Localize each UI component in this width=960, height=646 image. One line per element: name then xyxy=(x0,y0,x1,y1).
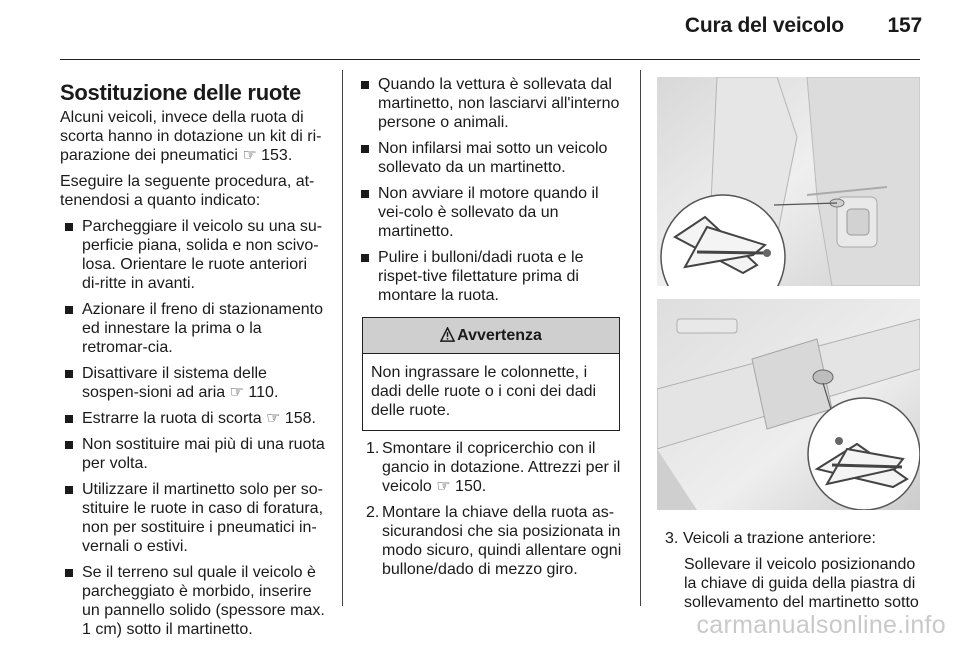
warning-title: Avvertenza xyxy=(457,327,542,344)
section-title: Cura del veicolo xyxy=(684,14,844,37)
warning-box xyxy=(362,317,620,431)
list-item: Estrarre la ruota di scorta ☞ 158. xyxy=(60,409,328,428)
list-item: Quando la vettura è sollevata dal martinetto, non lasciarvi all'interno persone o animali. xyxy=(356,75,624,132)
step-text: Sollevare il veicolo posizionando la chiave di guida della piastra di sollevamento del martinetto sotto xyxy=(684,556,919,611)
list-item: Azionare il freno di stazionamento ed innestare la prima o la retromar-cia. xyxy=(60,300,328,357)
step-title: Veicoli a trazione anteriore: xyxy=(683,530,876,547)
list-item: Non sostituire mai più di una ruota per volta. xyxy=(60,435,328,473)
warning-text: Non ingrassare le colonnette, i dadi delle ruote o i coni dei dadi delle ruote. xyxy=(371,364,597,419)
list-item: Disattivare il sistema delle sospen-sioni ad aria ☞ 110. xyxy=(60,364,328,402)
step-text: Smontare il copricerchio con il gancio in dotazione. Attrezzi per il veicolo ☞ 150. xyxy=(382,440,621,495)
column-divider-1 xyxy=(342,70,343,606)
watermark: carmanualsonline.info xyxy=(696,611,946,639)
jack-position-illustration-1 xyxy=(657,77,920,286)
list-item: Non infilarsi mai sotto un veicolo sollevato da un martinetto. xyxy=(356,139,624,177)
procedure-list xyxy=(60,217,328,639)
steps-list xyxy=(356,439,624,579)
column-2 xyxy=(356,75,624,586)
list-item: Non avviare il motore quando il vei-colo è sollevato da un martinetto. xyxy=(356,184,624,241)
step-item xyxy=(356,439,624,496)
list-item: Pulire i bulloni/dadi ruota e le rispet-tive filettature prima di montare la ruota. xyxy=(356,248,624,305)
step-number: 1. xyxy=(366,440,380,457)
safety-list xyxy=(356,75,624,305)
jack-position-illustration-2 xyxy=(657,299,920,510)
step-number: 3. xyxy=(665,530,679,547)
step-item xyxy=(356,503,624,579)
page-number: 157 xyxy=(887,14,922,37)
step-number: 2. xyxy=(366,504,380,521)
column-1 xyxy=(60,80,328,646)
step-text: Montare la chiave della ruota as-sicurandosi che sia posizionata in modo sicuro, quindi allentare ogni bullone/dado di mezzo giro. xyxy=(382,504,622,578)
page-header xyxy=(0,14,922,38)
list-item: Utilizzare il martinetto solo per so-stituire le ruote in caso di foratura, non per sostituire i pneumatici in-vernali o estivi. xyxy=(60,480,328,556)
intro-paragraph: Alcuni veicoli, invece della ruota di scorta hanno in dotazione un kit di ri-parazione dei pneumatici ☞ 153. xyxy=(60,109,322,164)
header-rule xyxy=(60,59,920,60)
step-3 xyxy=(665,529,925,612)
intro-paragraph-2: Eseguire la seguente procedura, at-tenendosi a quanto indicato: xyxy=(60,173,315,209)
list-item: Se il terreno sul quale il veicolo è parcheggiato è morbido, inserire un pannello solido (spessore max. 1 cm) sotto il martinetto. xyxy=(60,563,328,639)
warning-triangle-icon xyxy=(440,327,455,342)
section-heading: Sostituzione delle ruote xyxy=(60,80,301,105)
warning-header xyxy=(363,318,619,354)
list-item: Parcheggiare il veicolo su una su-perficie piana, solida e non scivo-losa. Orientare le ruote anteriori di-ritte in avanti. xyxy=(60,217,328,293)
column-divider-2 xyxy=(640,70,641,606)
